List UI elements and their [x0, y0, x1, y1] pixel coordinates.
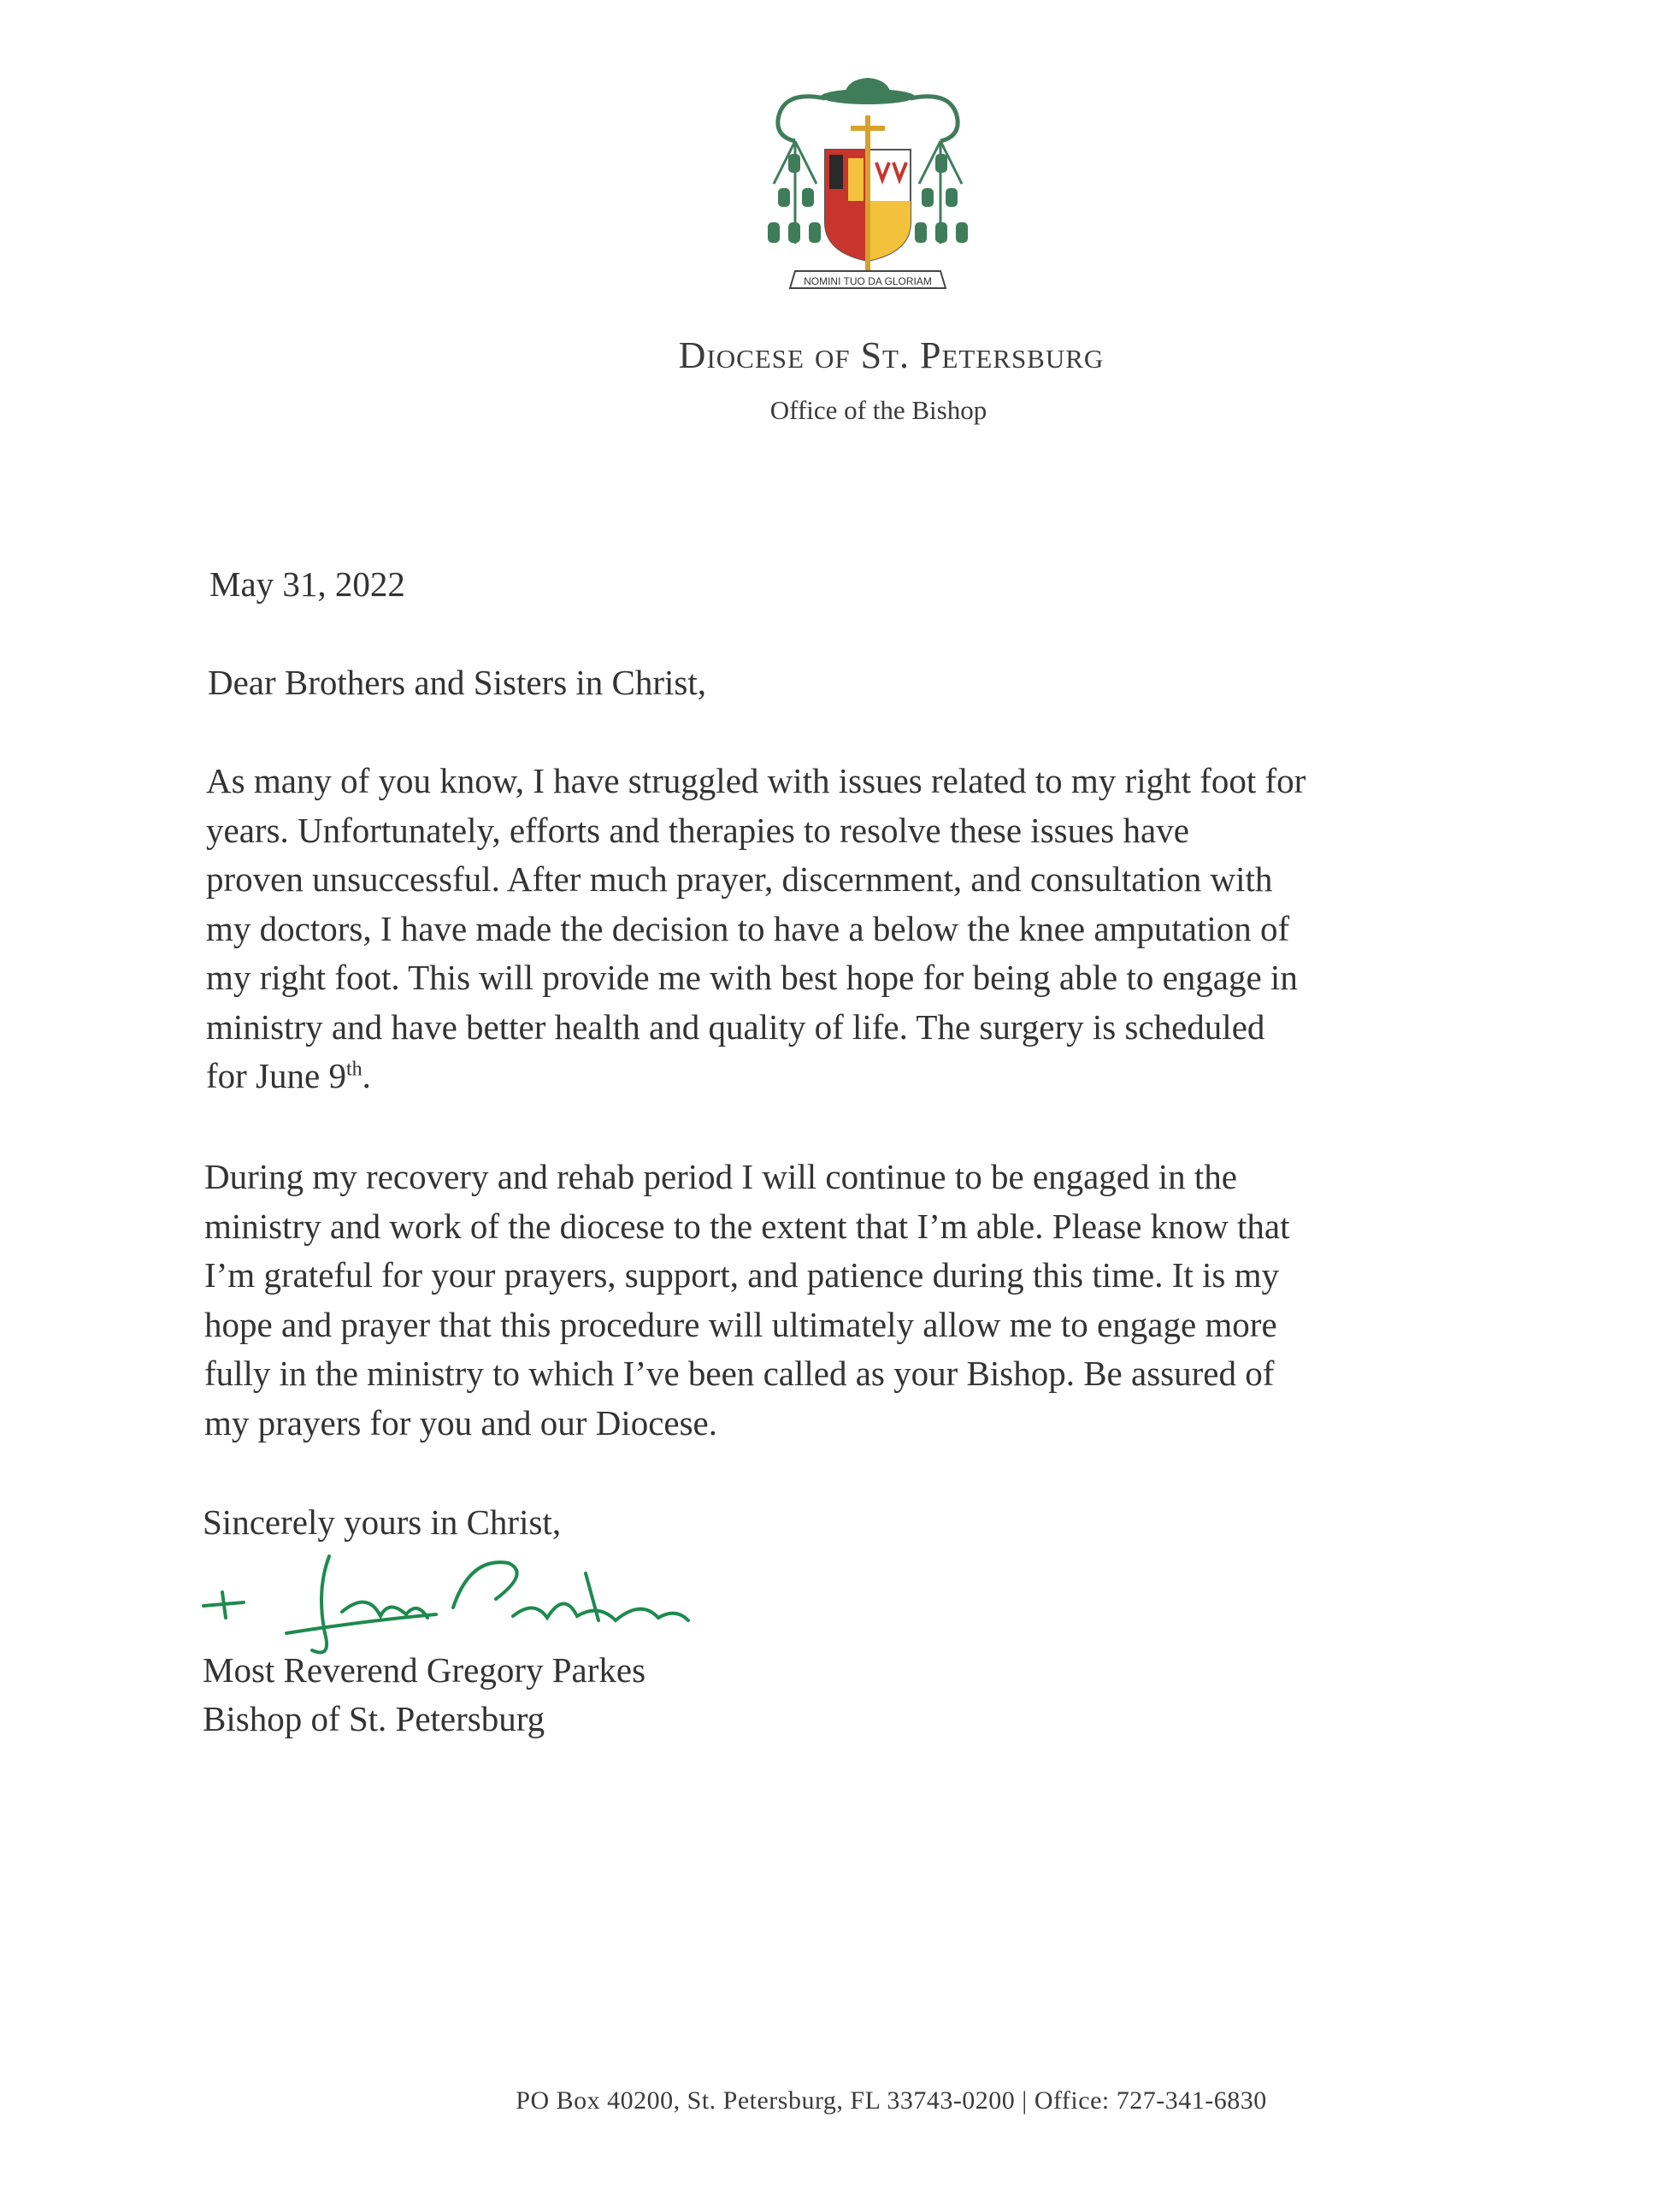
paragraph-line: proven unsuccessful. After much prayer, discernment, and consultation with: [206, 859, 1273, 899]
body-paragraph-2: [204, 1153, 1504, 1448]
surgery-date-text: for June 9: [206, 1056, 346, 1095]
motto-text: NOMINI TUO DA GLORIAM: [804, 275, 932, 287]
paragraph-line-last: [206, 1052, 1506, 1101]
diocese-name: Diocese of St. Petersburg: [678, 334, 1105, 376]
paragraph-line: I’m grateful for your prayers, support, and patience during this time. It is my: [204, 1255, 1280, 1295]
handwritten-signature: [197, 1539, 769, 1659]
paragraph-line: ministry and have better health and quality of life. The surgery is scheduled: [206, 1006, 1265, 1047]
paragraph-line: During my recovery and rehab period I will continue to be engaged in the: [204, 1157, 1237, 1196]
signer-title: Bishop of St. Petersburg: [203, 1699, 545, 1738]
paragraph-line: As many of you know, I have struggled with issues related to my right foot for: [206, 761, 1306, 800]
salutation: Dear Brothers and Sisters in Christ,: [208, 663, 707, 702]
letter-date: May 31, 2022: [209, 564, 405, 604]
footer-address: PO Box 40200, St. Petersburg, FL 33743-0200 | Office: 727-341-6830: [516, 2086, 1267, 2115]
coat-of-arms-logo: [744, 73, 992, 325]
sentence-end: .: [362, 1056, 371, 1095]
paragraph-line: my right foot. This will provide me with best hope for being able to engage in: [206, 958, 1298, 997]
paragraph-line: my doctors, I have made the decision to have a below the knee amputation of: [206, 908, 1290, 948]
paragraph-line: fully in the ministry to which I’ve been called as your Bishop. Be assured of: [204, 1354, 1275, 1393]
closing-line: Sincerely yours in Christ,: [203, 1502, 562, 1542]
paragraph-line: my prayers for you and our Diocese.: [204, 1402, 718, 1443]
paragraph-line: hope and prayer that this procedure will ultimately allow me to engage more: [204, 1304, 1277, 1344]
office-name: Office of the Bishop: [769, 395, 987, 425]
body-paragraph-1: [206, 757, 1506, 1101]
ordinal-suffix: th: [345, 1058, 363, 1081]
signer-name: Most Reverend Gregory Parkes: [203, 1650, 646, 1690]
paragraph-line: ministry and work of the diocese to the extent that I’m able. Please know that: [204, 1206, 1290, 1246]
paragraph-line: years. Unfortunately, efforts and therapies to resolve these issues have: [206, 810, 1189, 850]
